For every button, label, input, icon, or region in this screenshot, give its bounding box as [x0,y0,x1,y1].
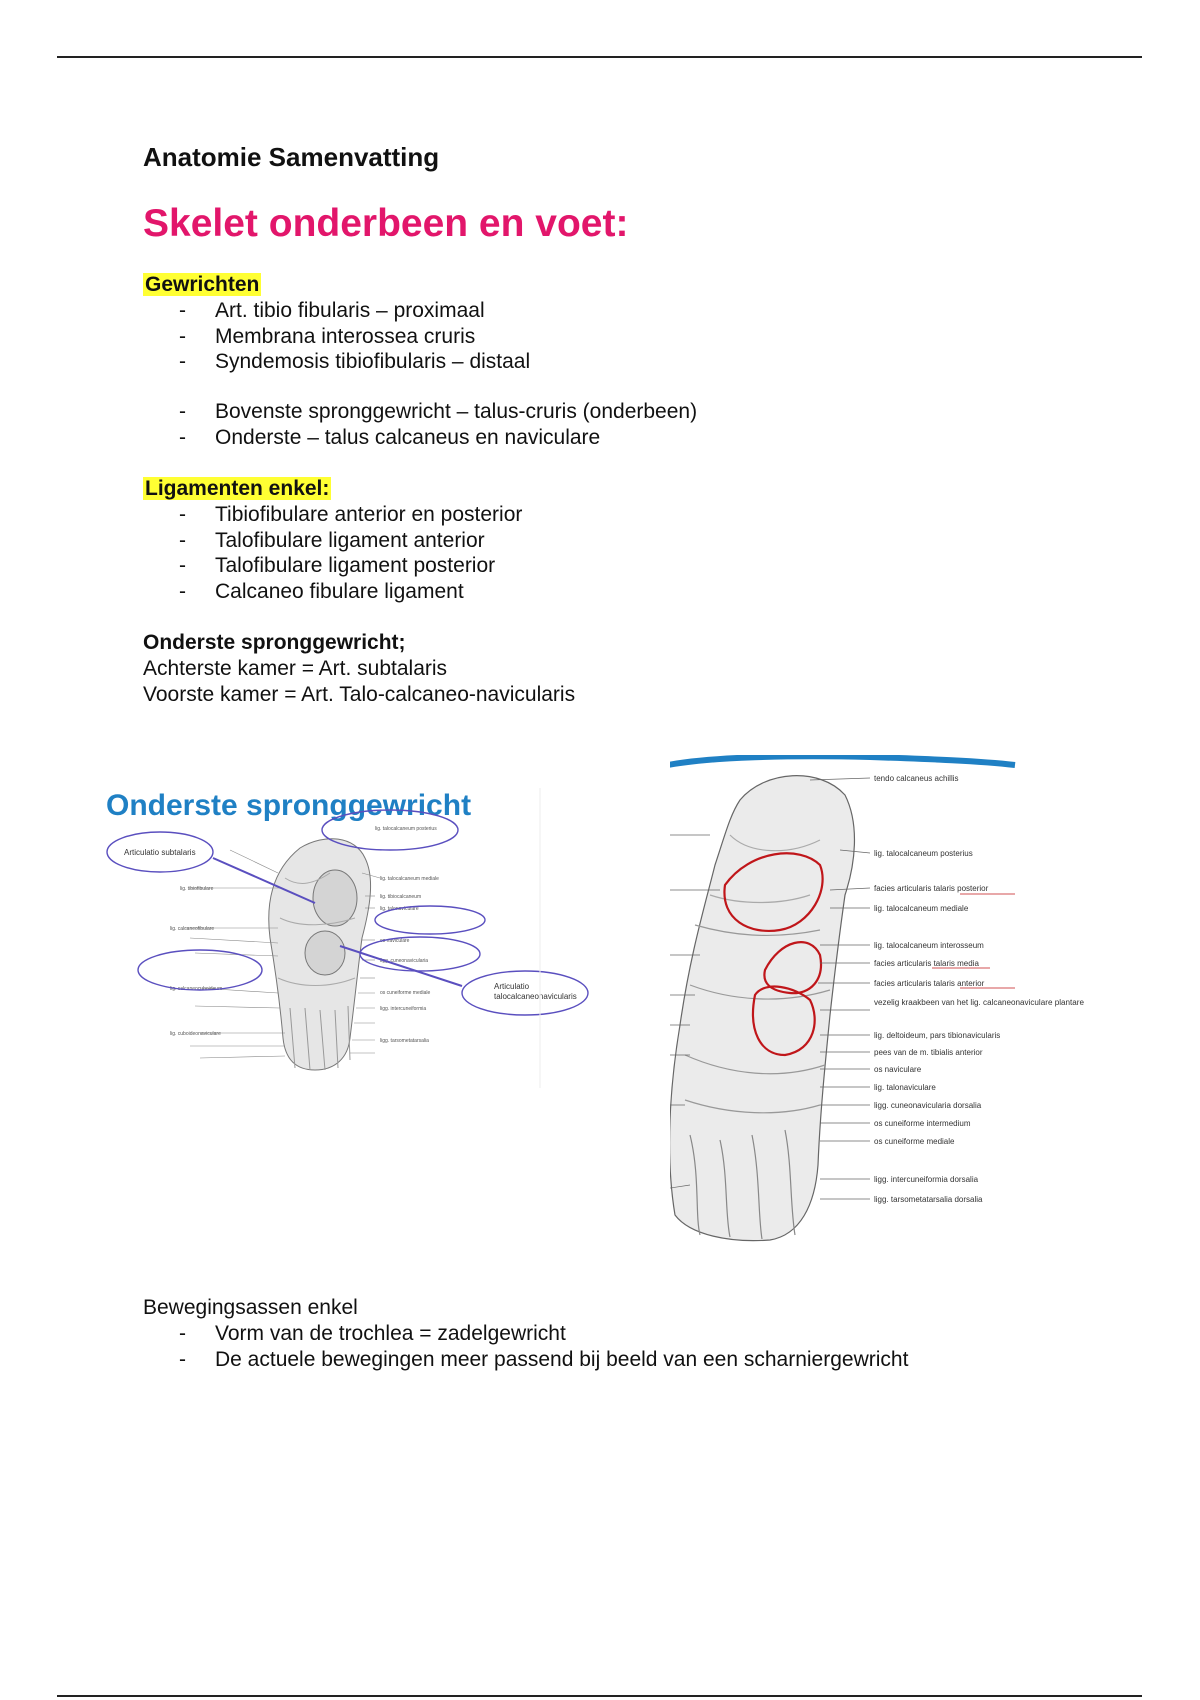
figure-left-title: Onderste spronggewricht [106,789,472,822]
top-rule [57,56,1142,58]
svg-text:lig. talonaviculare: lig. talonaviculare [380,906,419,912]
callout-label: Articulatio [494,982,530,991]
list-item: - Calcaneo fibulare ligament [143,579,522,605]
foot-dorsal-illustration [670,776,854,1241]
anatomy-label: tendo calcaneus achillis [874,774,959,783]
callout-label: talocalcaneonavicularis [494,992,577,1001]
anatomy-label: lig. deltoideum, pars tibionavicularis [874,1031,1001,1040]
section-spronggewrichten [143,399,697,450]
main-heading: Skelet onderbeen en voet: [143,202,629,245]
section-gewrichten [143,272,530,375]
list-item: - Talofibulare ligament posterior [143,553,522,579]
anatomy-label: pees van de m. tibialis anterior [874,1048,983,1057]
svg-text:os cuneiforme mediale: os cuneiforme mediale [380,990,431,996]
svg-text:ligg. tarsometatarsalia: ligg. tarsometatarsalia [380,1038,429,1044]
section-onderste-spronggewricht [143,630,575,708]
list-item: - Onderste – talus calcaneus en naviculare [143,425,697,451]
list-item: - Talofibulare ligament anterior [143,528,522,554]
list-item: - Tibiofibulare anterior en posterior [143,502,522,528]
svg-text:lig. calcaneocuboideum: lig. calcaneocuboideum [170,986,223,992]
anatomy-label: ligg. intercuneiformia dorsalia [874,1175,979,1184]
anatomy-label: lig. talocalcaneum posterius [874,849,973,858]
anatomy-label: ligg. cuneonavicularia dorsalia [874,1101,982,1110]
list-item: - Syndemosis tibiofibularis – distaal [143,349,530,375]
list-item: - Bovenste spronggewricht – talus-cruris (onderbeen) [143,399,697,425]
anatomy-label: vezelig kraakbeen van het lig. calcaneonaviculare plantare [874,998,1085,1007]
anatomy-label: ligg. tarsometatarsalia dorsalia [874,1195,983,1204]
anatomy-label: lig. talocalcaneum mediale [874,904,969,913]
svg-text:lig. talocalcaneum mediale: lig. talocalcaneum mediale [380,876,439,882]
beweging-heading: Bewegingsassen enkel [143,1296,358,1319]
figure-foot-dorsal-view [670,755,1090,1250]
callout-ellipse [138,950,262,990]
anatomy-label: facies articularis talaris anterior [874,979,985,988]
svg-text:os naviculare: os naviculare [380,938,410,944]
cropped-title-fragment [670,756,1015,765]
svg-text:lig. calcaneofibulare: lig. calcaneofibulare [170,926,215,932]
callout-ellipse [375,906,485,934]
figure-right-labels [874,774,1085,1204]
anatomy-label: os naviculare [874,1065,922,1074]
svg-text:ligg. intercuneiformia: ligg. intercuneiformia [380,1006,427,1012]
svg-text:ligg. cuneonavicularia: ligg. cuneonavicularia [380,958,429,964]
gewrichten-list [143,298,530,375]
anatomy-label: lig. talonaviculare [874,1083,936,1092]
list-item: - Vorm van de trochlea = zadelgewricht [143,1321,908,1347]
section-bewegingsassen [143,1295,908,1372]
anatomy-label: facies articularis talaris posterior [874,884,989,893]
callout-ellipse [360,937,480,971]
ligamenten-label: Ligamenten enkel: [145,477,330,500]
spronggewricht-list [143,399,697,450]
ligamenten-list [143,502,522,604]
onderste-line: Achterste kamer = Art. subtalaris [143,657,448,680]
section-ligamenten [143,476,522,604]
callout-subtalaris-label: Articulatio subtalaris [124,848,196,857]
figure-onderste-spronggewricht [100,778,590,1088]
anatomy-label: os cuneiforme mediale [874,1137,955,1146]
document-title: Anatomie Samenvatting [143,142,440,172]
anatomy-label: lig. talocalcaneum interosseum [874,941,984,950]
bottom-rule [57,1695,1142,1697]
list-item: - Art. tibio fibularis – proximaal [143,298,530,324]
svg-text:lig. tibiocalcaneum: lig. tibiocalcaneum [380,894,422,900]
gewrichten-label: Gewrichten [145,273,260,296]
anatomy-label: os cuneiforme intermedium [874,1119,971,1128]
foot-illustration [269,839,371,1070]
list-item: - Membrana interossea cruris [143,324,530,350]
list-item: - De actuele bewegingen meer passend bij beeld van een scharniergewricht [143,1347,908,1373]
onderste-line: Voorste kamer = Art. Talo-calcaneo-navicularis [143,683,576,706]
svg-text:lig. cuboideonaviculare: lig. cuboideonaviculare [170,1031,221,1037]
svg-text:lig. talocalcaneum posterius: lig. talocalcaneum posterius [375,826,437,832]
svg-text:lig. tibiofibulare: lig. tibiofibulare [180,886,214,892]
onderste-heading: Onderste spronggewricht; [143,631,406,654]
beweging-list [143,1321,908,1372]
anatomy-label: facies articularis talaris media [874,959,979,968]
